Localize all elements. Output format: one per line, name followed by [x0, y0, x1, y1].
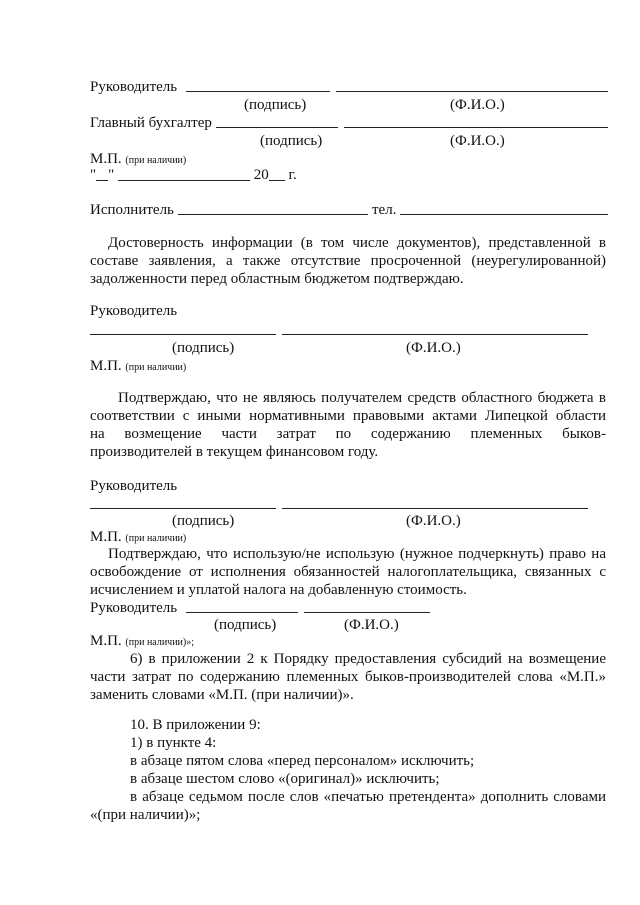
phone-label: тел.: [372, 202, 397, 218]
name-line: [344, 127, 608, 128]
signature-caption: (подпись): [244, 97, 307, 113]
chief-accountant-label: Главный бухгалтер: [90, 115, 212, 131]
paragraph: заменить словами «М.П. (при наличии)».: [90, 687, 354, 703]
name-line: [282, 334, 588, 335]
signature-line: [186, 612, 298, 613]
name-caption: (Ф.И.О.): [406, 340, 461, 356]
signature-line: [186, 91, 330, 92]
paragraph: в абзаце седьмом после слов «печатью претендента» дополнить словами: [130, 789, 606, 805]
signature-caption: (подпись): [172, 513, 235, 529]
paragraph: на возмещение части затрат по содержанию племенных быков-: [90, 426, 606, 442]
signature-caption: (подпись): [214, 617, 277, 633]
signature-line: [90, 508, 276, 509]
month-line: [118, 168, 250, 181]
list-item: 10. В приложении 9:: [130, 717, 261, 733]
day-line: [96, 168, 108, 181]
signature-line: [216, 127, 338, 128]
paragraph: соответствии с иными нормативными правовыми актами Липецкой области: [90, 408, 606, 424]
paragraph: Достоверность информации (в том числе документов), представленной в: [108, 235, 606, 251]
paragraph: 6) в приложении 2 к Порядку предоставления субсидий на возмещение: [130, 651, 606, 667]
signature-caption: (подпись): [260, 133, 323, 149]
paragraph: производителей в текущем финансовом году.: [90, 444, 379, 460]
signer-label: Руководитель: [90, 600, 178, 616]
stamp-label: М.П. (при наличии): [90, 529, 187, 545]
list-item: 1) в пункте 4:: [130, 735, 217, 751]
stamp-label: М.П. (при наличии): [90, 151, 187, 167]
paragraph: задолженности перед областным бюджетом подтверждаю.: [90, 271, 464, 287]
name-line: [336, 91, 608, 92]
executor-line: [178, 214, 368, 215]
signature-line: [90, 334, 276, 335]
signer-label: Руководитель: [90, 478, 178, 494]
list-item: в абзаце пятом слова «перед персоналом» исключить;: [130, 753, 475, 769]
name-caption: (Ф.И.О.): [450, 97, 505, 113]
paragraph: освобождение от исполнения обязанностей налогоплательщика, связанных с: [90, 564, 606, 580]
stamp-label: М.П. (при наличии)»;: [90, 633, 195, 649]
name-caption: (Ф.И.О.): [450, 133, 505, 149]
paragraph: Подтверждаю, что использую/не использую (нужное подчеркнуть) право на: [108, 546, 606, 562]
signer-label: Руководитель: [90, 303, 178, 319]
name-caption: (Ф.И.О.): [406, 513, 461, 529]
paragraph: Подтверждаю, что не являюсь получателем средств областного бюджета в: [118, 390, 606, 406]
paragraph: части затрат по содержанию племенных быков-производителей слова «М.П.»: [90, 669, 606, 685]
list-item: в абзаце шестом слово «(оригинал)» исключить;: [130, 771, 440, 787]
paragraph: «(при наличии)»;: [90, 807, 201, 823]
executor-label: Исполнитель: [90, 202, 174, 218]
name-caption: (Ф.И.О.): [344, 617, 399, 633]
signer-label: Руководитель: [90, 79, 178, 95]
name-line: [282, 508, 588, 509]
signature-caption: (подпись): [172, 340, 235, 356]
date-field: " " 20 г.: [90, 167, 297, 183]
stamp-label: М.П. (при наличии): [90, 358, 187, 374]
name-line: [304, 612, 430, 613]
phone-line: [400, 214, 608, 215]
paragraph: исчислением и уплатой налога на добавленную стоимость.: [90, 582, 467, 598]
paragraph: составе заявления, а также отсутствие просроченной (неурегулированной): [90, 253, 606, 269]
year-line: [269, 168, 285, 181]
